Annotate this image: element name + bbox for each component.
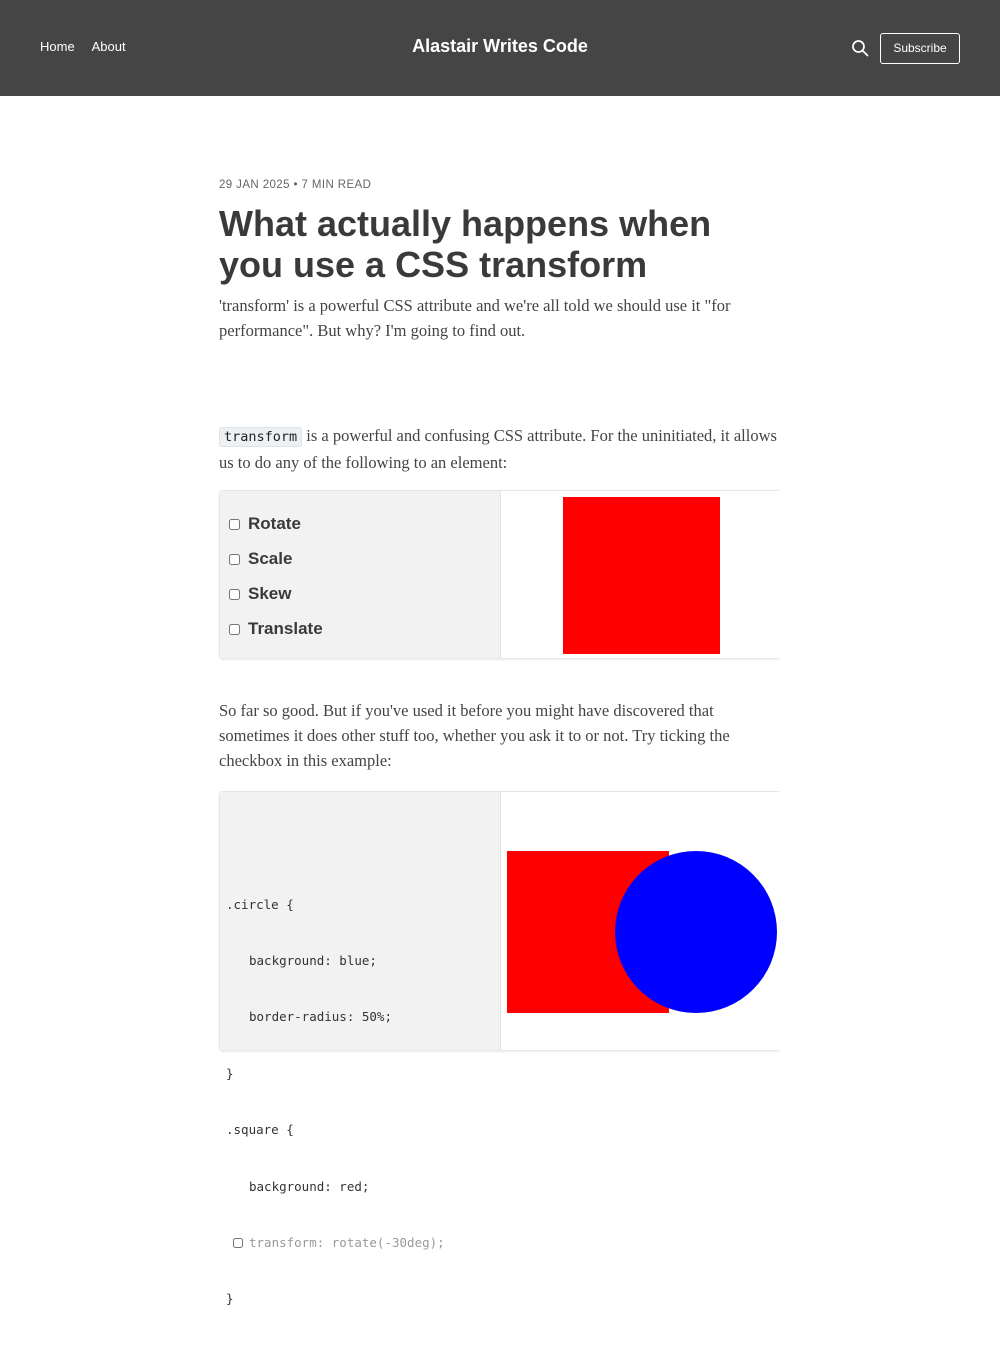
skew-option[interactable] bbox=[229, 584, 291, 604]
code-line: background: red; bbox=[249, 1178, 370, 1194]
css-code-block bbox=[226, 858, 445, 1347]
skew-checkbox[interactable] bbox=[229, 589, 240, 600]
transform-options-panel bbox=[220, 491, 501, 658]
blue-circle bbox=[615, 851, 777, 1013]
stacking-preview bbox=[501, 792, 782, 1050]
second-paragraph: So far so good. But if you've used it before you might have discovered that sometimes it does other stuff too, whether you ask it to or not. Try ticking the checkbox in this example: bbox=[219, 701, 730, 770]
subscribe-button[interactable]: Subscribe bbox=[880, 33, 960, 64]
nav-about-link[interactable]: About bbox=[91, 39, 126, 54]
transform-code-text: transform: rotate(-30deg); bbox=[249, 1234, 445, 1250]
post-meta: 29 JAN 2025 • 7 MIN READ bbox=[219, 179, 372, 191]
scale-checkbox[interactable] bbox=[229, 554, 240, 565]
stacking-demo bbox=[219, 791, 781, 1307]
translate-checkbox[interactable] bbox=[229, 624, 240, 635]
scale-label: Scale bbox=[248, 549, 293, 568]
skew-label: Skew bbox=[248, 584, 292, 603]
code-line: .circle { bbox=[226, 896, 294, 912]
code-panel bbox=[220, 792, 501, 1307]
site-header bbox=[0, 0, 1000, 96]
post-excerpt: 'transform' is a powerful CSS attribute and we're all told we should use it "for performance". But why? I'm going to find out. bbox=[219, 296, 731, 340]
search-icon[interactable] bbox=[851, 39, 869, 57]
intro-text: is a powerful and confusing CSS attribute. For the uninitiated, it allows us to do any of the following to an element: bbox=[219, 426, 777, 472]
code-line: .square { bbox=[226, 1122, 294, 1138]
inline-code: transform bbox=[219, 427, 302, 447]
code-line: } bbox=[226, 1291, 234, 1307]
translate-option[interactable] bbox=[229, 619, 323, 639]
code-line: background: blue; bbox=[249, 952, 377, 968]
transform-preview bbox=[501, 491, 782, 658]
post-title: What actually happens when you use a CSS transform bbox=[219, 203, 712, 285]
rotate-label: Rotate bbox=[248, 514, 301, 533]
nav-home-link[interactable]: Home bbox=[40, 39, 75, 54]
code-line: } bbox=[226, 1065, 234, 1081]
rotate-option[interactable] bbox=[229, 514, 301, 534]
transform-toggle-checkbox[interactable] bbox=[233, 1238, 243, 1248]
transform-toggle-line[interactable] bbox=[226, 1234, 445, 1253]
scale-option[interactable] bbox=[229, 549, 292, 569]
transform-demo bbox=[219, 490, 781, 659]
code-line: border-radius: 50%; bbox=[249, 1009, 392, 1025]
site-title[interactable]: Alastair Writes Code bbox=[412, 36, 588, 56]
rotate-checkbox[interactable] bbox=[229, 519, 240, 530]
translate-label: Translate bbox=[248, 619, 323, 638]
red-square bbox=[563, 497, 720, 654]
intro-paragraph bbox=[219, 423, 781, 475]
